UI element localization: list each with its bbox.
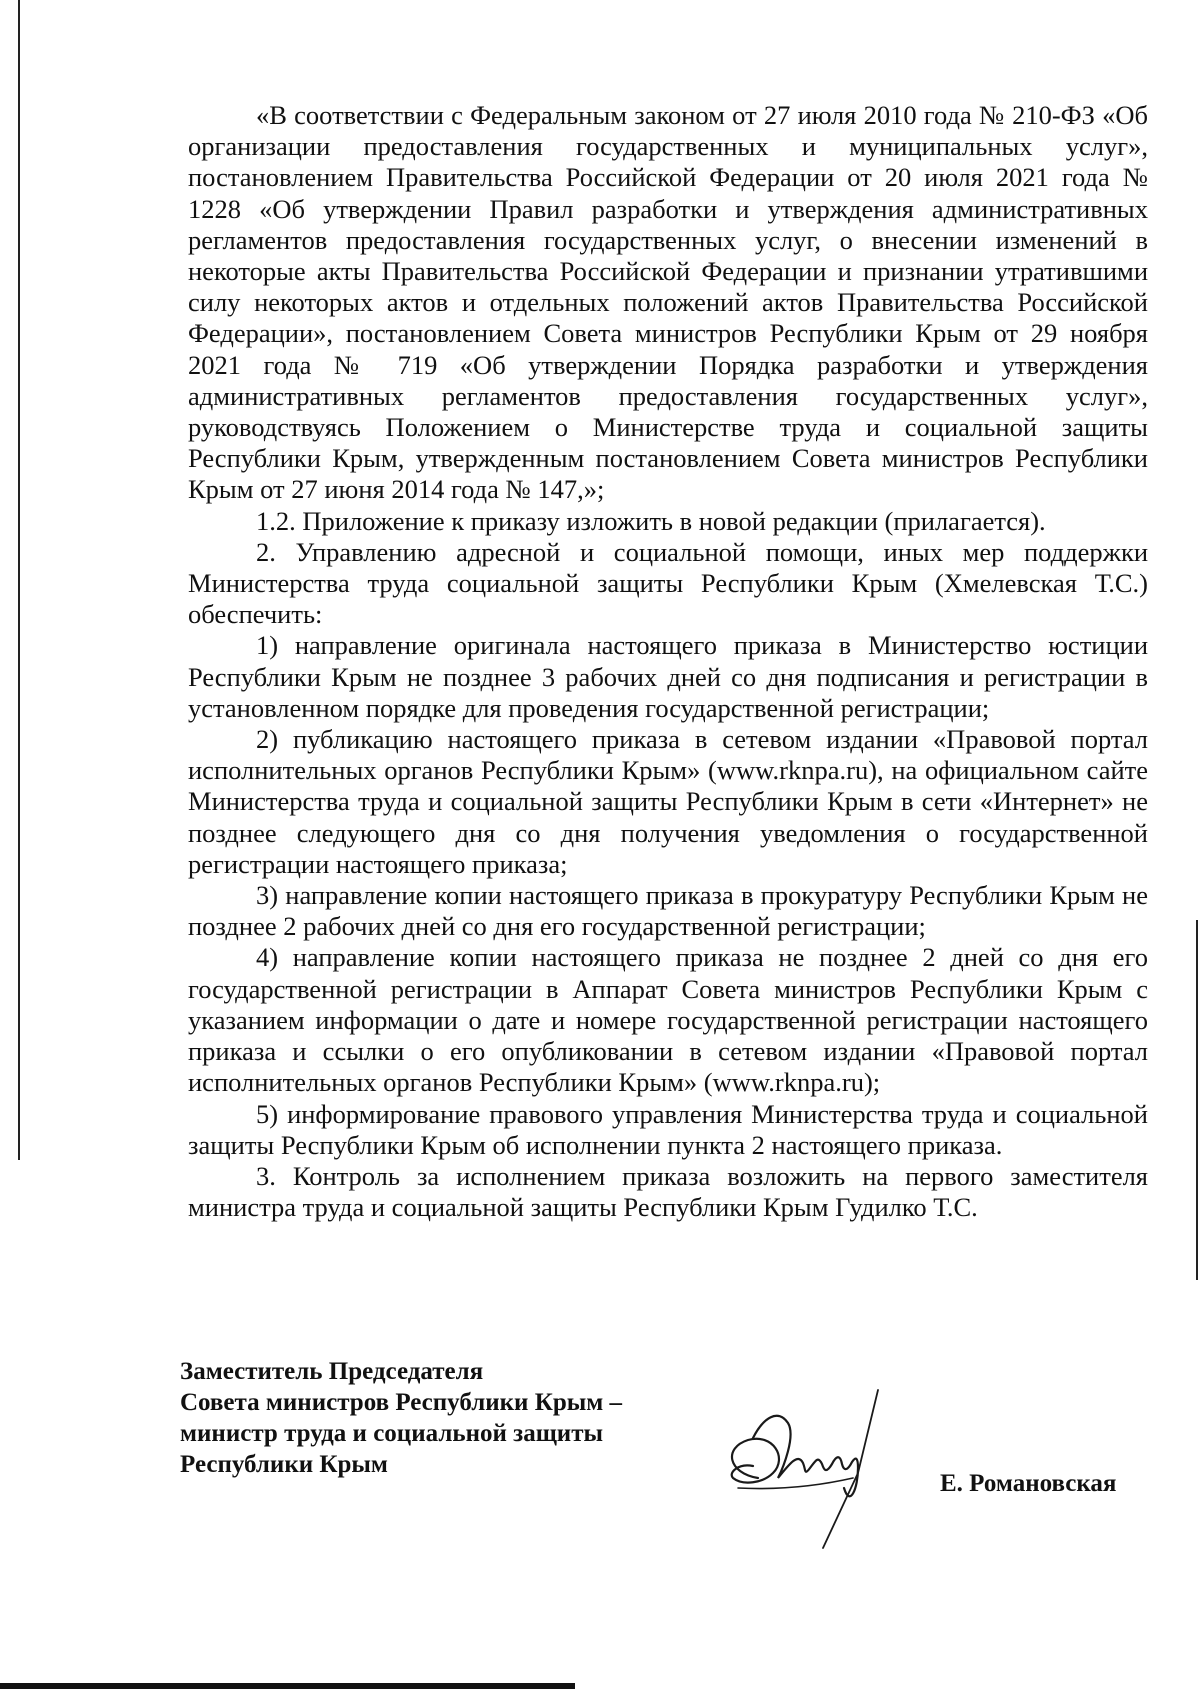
paragraph-preamble: «В соответствии с Федеральным законом от 27 июля 2010 года № 210-ФЗ «Об организации предоставления государственных и муниципальных услуг», постановлением Правительства Российской Федерации от 20 июля 2021 года № 1228 «Об утверждении Правил разработки и утверждения административных регламентов предоставления государственных услуг, о внесении изменений в некоторые акты Правительства Российской Федерации и признании утратившими силу некоторых актов и отдельных положений актов Правительства Российской Федерации», постановлением Совета министров Республики Крым от 29 ноября 2021 года № 719 «Об утверждении Порядка разработки и утверждения административных регламентов предоставления государственных услуг», руководствуясь Положением о Министерстве труда и социальной защиты Республики Крым, утвержденным постановлением Совета министров Республики Крым от 27 июня 2014 года № 147,»; — [188, 100, 1148, 505]
signatory-title-line: Совета министров Республики Крым – — [180, 1389, 623, 1416]
paragraph-2-item-1: 1) направление оригинала настоящего приказа в Министерство юстиции Республики Крым не позднее 3 рабочих дней со дня подписания и регистрации в установленном порядке для проведения государственной регистрации; — [188, 630, 1148, 723]
handwritten-signature — [718, 1378, 938, 1568]
signatory-title-line: министр труда и социальной защиты — [180, 1420, 603, 1447]
signatory-title-line: Заместитель Председателя — [180, 1358, 484, 1385]
paragraph-2-item-2: 2) публикацию настоящего приказа в сетевом издании «Правовой портал исполнительных органов Республики Крым» (www.rknpa.ru), на официальном сайте Министерства труда и социальной защиты Республики Крым в сети «Интернет» не позднее следующего дня со дня получения уведомления о государственной регистрации настоящего приказа; — [188, 724, 1148, 879]
scan-bottom-edge — [0, 1683, 575, 1689]
scan-left-edge — [18, 0, 20, 1160]
paragraph-3: 3. Контроль за исполнением приказа возложить на первого заместителя министра труда и социальной защиты Республики Крым Гудилко Т.С. — [188, 1160, 1148, 1223]
signatory-title — [180, 1356, 700, 1480]
paragraph-2-item-5: 5) информирование правового управления Министерства труда и социальной защиты Республики Крым об исполнении пункта 2 настоящего приказа. — [188, 1098, 1148, 1160]
signatory-title-line: Республики Крым — [180, 1451, 388, 1478]
document-body — [188, 100, 1148, 1223]
paragraph-1-2: 1.2. Приложение к приказу изложить в новой редакции (прилагается). — [256, 505, 1046, 536]
paragraph-2-item-4: 4) направление копии настоящего приказа не позднее 2 дней со дня его государственной регистрации в Аппарат Совета министров Республики Крым с указанием информации о дате и номере государственной регистрации настоящего приказа и ссылки о его опубликовании в сетевом издании «Правовой портал исполнительных органов Республики Крым» (www.rknpa.ru); — [188, 942, 1148, 1098]
signatory-name: Е. Романовская — [940, 1470, 1117, 1497]
paragraph-2-item-3: 3) направление копии настоящего приказа в прокуратуру Республики Крым не позднее 2 рабочих дней со дня его государственной регистрации; — [188, 880, 1148, 942]
paragraph-2: 2. Управлению адресной и социальной помощи, иных мер поддержки Министерства труда социальной защиты Республики Крым (Хмелевская Т.С.) обеспечить: — [188, 536, 1148, 630]
scan-right-edge — [1196, 920, 1198, 1280]
